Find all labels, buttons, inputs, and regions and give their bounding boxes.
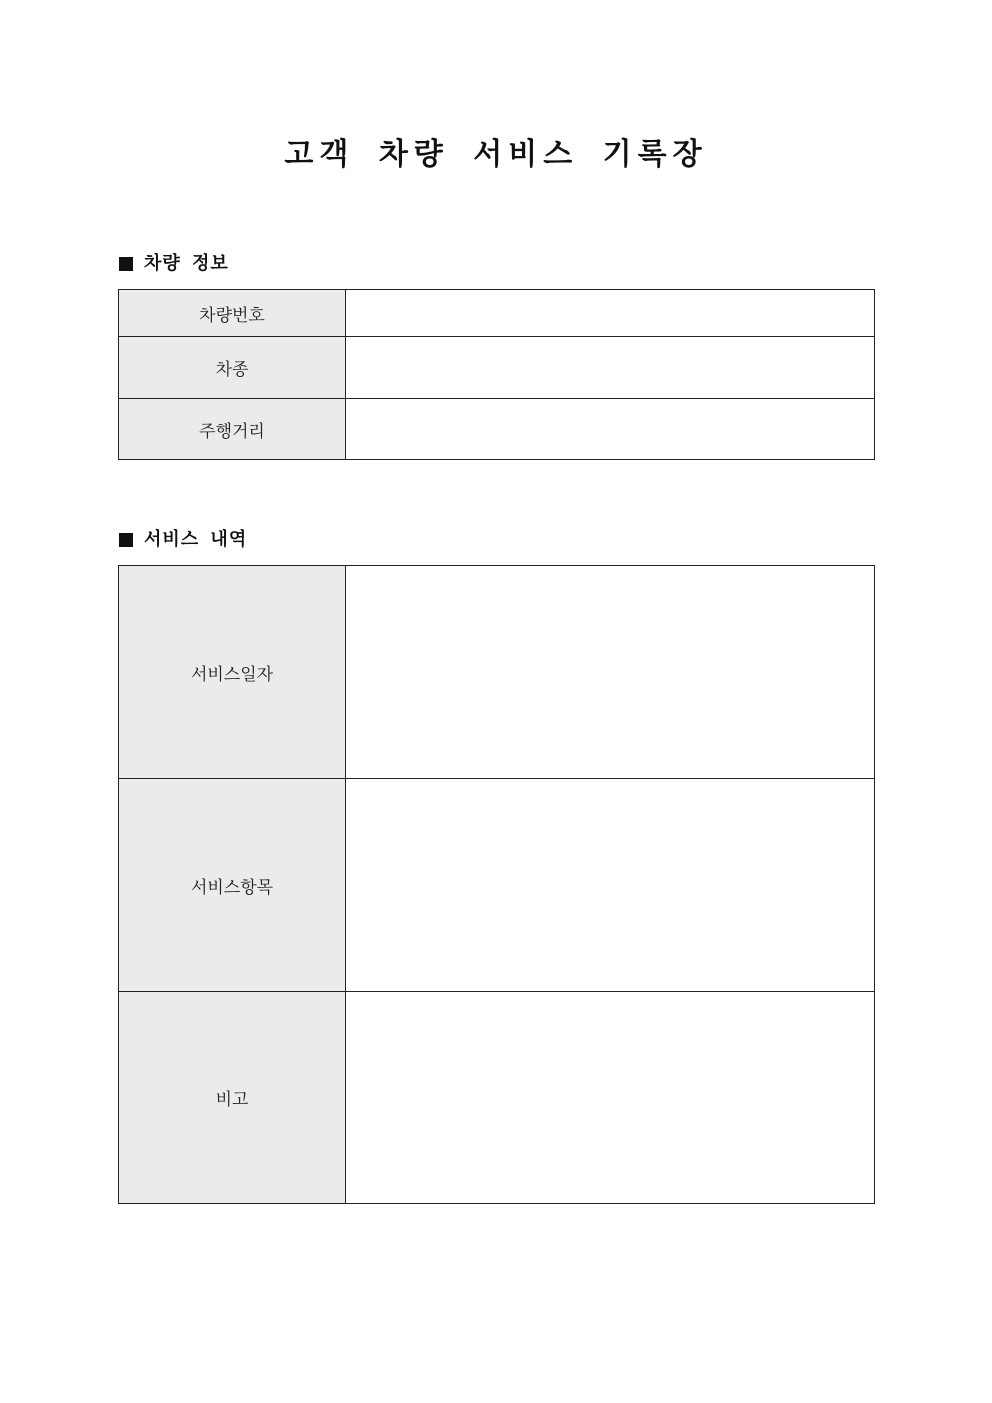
square-bullet-icon: [119, 257, 133, 271]
vehicle-info-table: [118, 289, 875, 460]
service-date-label: 서비스일자: [119, 566, 346, 779]
service-history-table: [118, 565, 875, 1204]
service-date-field[interactable]: [346, 566, 875, 779]
vehicle-model-field[interactable]: [346, 337, 875, 399]
table-row: [119, 399, 875, 460]
vehicle-info-heading: [119, 252, 229, 276]
table-row: [119, 779, 875, 992]
mileage-label: 주행거리: [119, 399, 346, 460]
vehicle-model-label: 차종: [119, 337, 346, 399]
remarks-label: 비고: [119, 992, 346, 1204]
remarks-field[interactable]: [346, 992, 875, 1204]
service-history-heading: [119, 528, 247, 552]
table-row: [119, 337, 875, 399]
vehicle-number-label: 차량번호: [119, 290, 346, 337]
table-row: [119, 566, 875, 779]
service-items-field[interactable]: [346, 779, 875, 992]
document-title: 고객 차량 서비스 기록장: [284, 137, 708, 172]
mileage-field[interactable]: [346, 399, 875, 460]
table-row: [119, 992, 875, 1204]
square-bullet-icon: [119, 533, 133, 547]
vehicle-info-heading-label: 차량 정보: [144, 253, 229, 274]
service-history-heading-label: 서비스 내역: [144, 529, 248, 550]
table-row: [119, 290, 875, 337]
service-items-label: 서비스항목: [119, 779, 346, 992]
vehicle-number-field[interactable]: [346, 290, 875, 337]
